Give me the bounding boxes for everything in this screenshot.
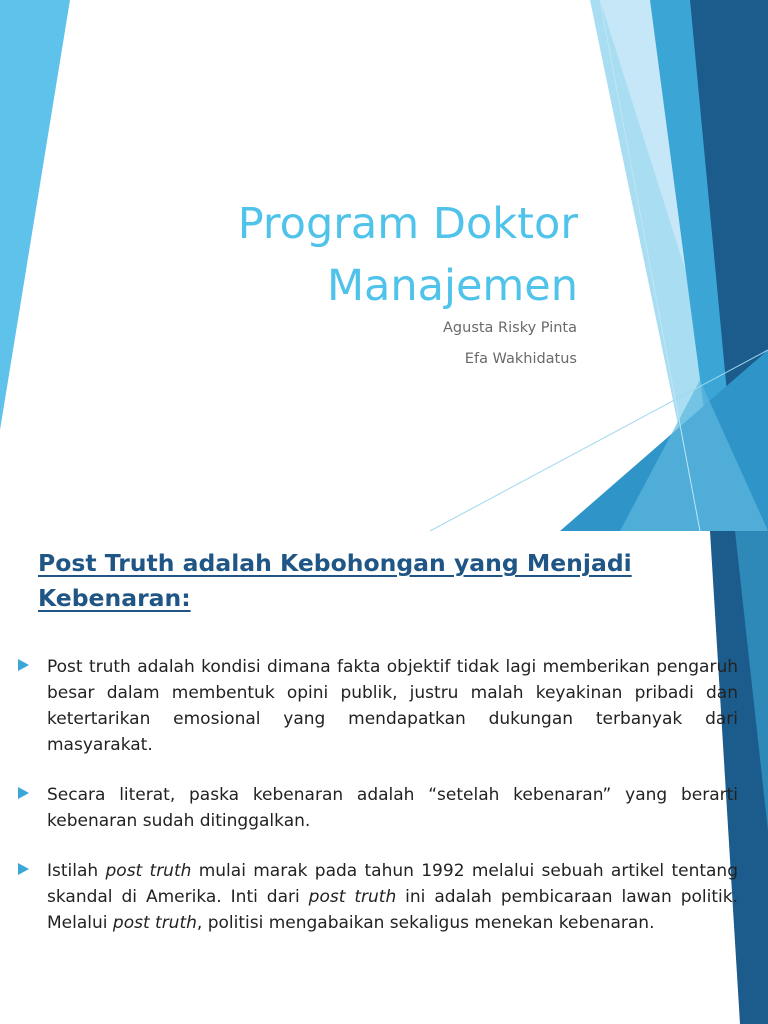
bullet3-part-2: mulai marak pada tahun 1992 melalui sebuah artikel tentang skandal di Amerika. Inti dari	[47, 861, 738, 907]
list-item	[18, 782, 738, 834]
bullet3-part-1: Istilah	[47, 861, 106, 881]
bullet-text-3	[47, 858, 738, 936]
bullet3-part-4: , politisi mengabaikan sekaligus menekan kebenaran.	[196, 913, 655, 933]
triangle-bullet-icon	[18, 863, 29, 875]
triangle-bullet-icon	[18, 659, 29, 671]
heading-line-2: Kebenaran:	[38, 584, 191, 612]
bullet3-emphasis-2: post truth	[308, 887, 397, 907]
title-line-2: Manajemen	[326, 261, 578, 311]
author-2: Efa Wakhidatus	[464, 351, 577, 367]
content-slide	[0, 531, 768, 1024]
heading-line-1: Post Truth adalah Kebohongan yang Menjadi	[38, 549, 632, 577]
author-1: Agusta Risky Pinta	[443, 320, 577, 336]
bullet3-emphasis-3: post truth	[112, 913, 197, 933]
bullet-text-2: Secara literat, paska kebenaran adalah “setelah kebenaran” yang berarti kebenaran sudah ditinggalkan.	[47, 785, 738, 831]
bullet3-part-3: ini adalah pembicaraan lawan politik. Melalui	[47, 887, 738, 933]
triangle-bullet-icon	[18, 787, 29, 799]
bullet-list	[18, 654, 738, 960]
list-item	[18, 858, 738, 936]
slide-heading	[38, 546, 768, 616]
bullet-text-1: Post truth adalah kondisi dimana fakta objektif tidak lagi memberikan pengaruh besar dalam membentuk opini publik, justru malah keyakinan pribadi dan ketertarikan emosional yang mendapatkan dukungan terbanyak dari masyarakat.	[47, 657, 738, 755]
slide-title	[118, 193, 578, 317]
title-line-1: Program Doktor	[237, 199, 578, 249]
bullet3-emphasis-1: post truth	[105, 861, 192, 881]
left-triangle	[0, 0, 70, 430]
list-item	[18, 654, 738, 758]
